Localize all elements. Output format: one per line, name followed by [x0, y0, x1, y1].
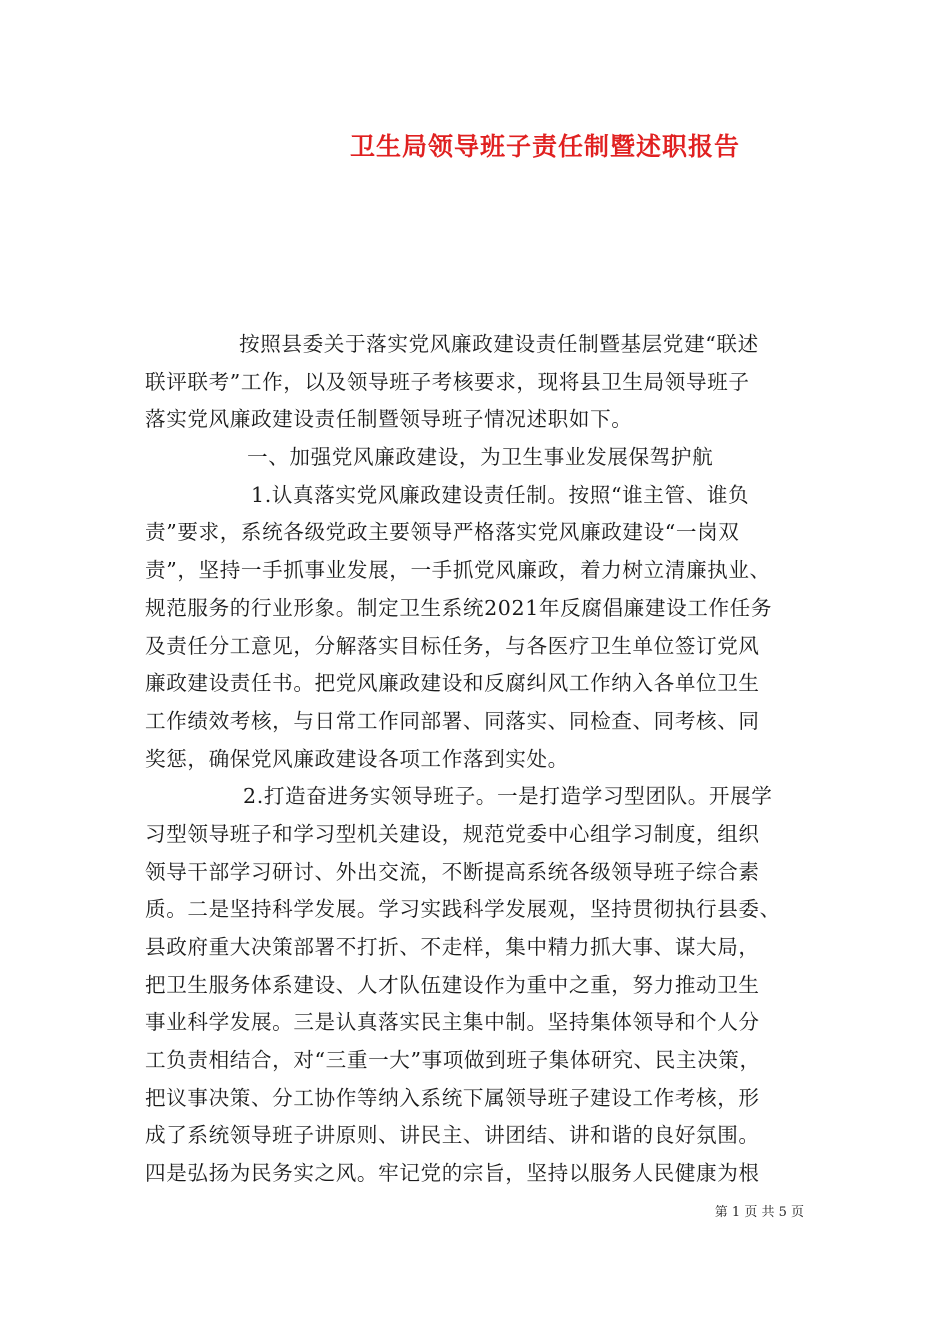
body-line: 习型领导班子和学习型机关建设，规范党委中心组学习制度，组织 [145, 821, 760, 846]
body-line: 2.打造奋进务实领导班子。一是打造学习型团队。开展学 [243, 784, 773, 809]
body-line: 1.认真落实党风廉政建设责任制。按照“谁主管、谁负 [251, 482, 750, 507]
body-line: 工负责相结合，对“三重一大”事项做到班子集体研究、民主决策， [145, 1048, 761, 1073]
page-number: 第 1 页 共 5 页 [714, 1205, 804, 1220]
body-line: 奖惩，确保党风廉政建设各项工作落到实处。 [145, 746, 569, 771]
document-body [145, 326, 830, 1193]
body-line: 成了系统领导班子讲原则、讲民主、讲团结、讲和谐的良好氛围。 [145, 1123, 760, 1148]
body-line: 把卫生服务体系建设、人才队伍建设作为重中之重，努力推动卫生 [145, 972, 760, 997]
body-line: 责”，坚持一手抓事业发展，一手抓党风廉政，着力树立清廉执业、 [145, 558, 771, 583]
body-line: 按照县委关于落实党风廉政建设责任制暨基层党建“联述 [239, 332, 759, 356]
body-line: 县政府重大决策部署不打折、不走样，集中精力抓大事、谋大局， [145, 935, 760, 959]
body-line: 联评联考”工作，以及领导班子考核要求，现将县卫生局领导班子 [145, 369, 750, 394]
body-line: 责”要求，系统各级党政主要领导严格落实党风廉政建设“一岗双 [145, 520, 740, 545]
body-line: 四是弘扬为民务实之风。牢记党的宗旨，坚持以服务人民健康为根 [145, 1161, 760, 1186]
document-title: 卫生局领导班子责任制暨述职报告 [349, 132, 740, 161]
body-line: 落实党风廉政建设责任制暨领导班子情况述职如下。 [145, 407, 633, 432]
body-line: 规范服务的行业形象。制定卫生系统2021年反腐倡廉建设工作任务 [145, 595, 773, 620]
body-line: 工作绩效考核，与日常工作同部署、同落实、同检查、同考核、同 [145, 708, 760, 733]
body-line: 事业科学发展。三是认真落实民主集中制。坚持集体领导和个人分 [145, 1010, 760, 1035]
body-line: 及责任分工意见，分解落实目标任务，与各医疗卫生单位签订党风 [145, 633, 760, 658]
body-line: 廉政建设责任书。把党风廉政建设和反腐纠风工作纳入各单位卫生 [145, 671, 760, 696]
body-line: 把议事决策、分工协作等纳入系统下属领导班子建设工作考核，形 [145, 1085, 760, 1110]
body-line: 质。二是坚持科学发展。学习实践科学发展观，坚持贯彻执行县委、 [145, 897, 781, 922]
section-heading: 一、加强党风廉政建设，为卫生事业发展保驾护航 [247, 445, 714, 470]
body-line: 领导干部学习研讨、外出交流，不断提高系统各级领导班子综合素 [145, 859, 760, 884]
